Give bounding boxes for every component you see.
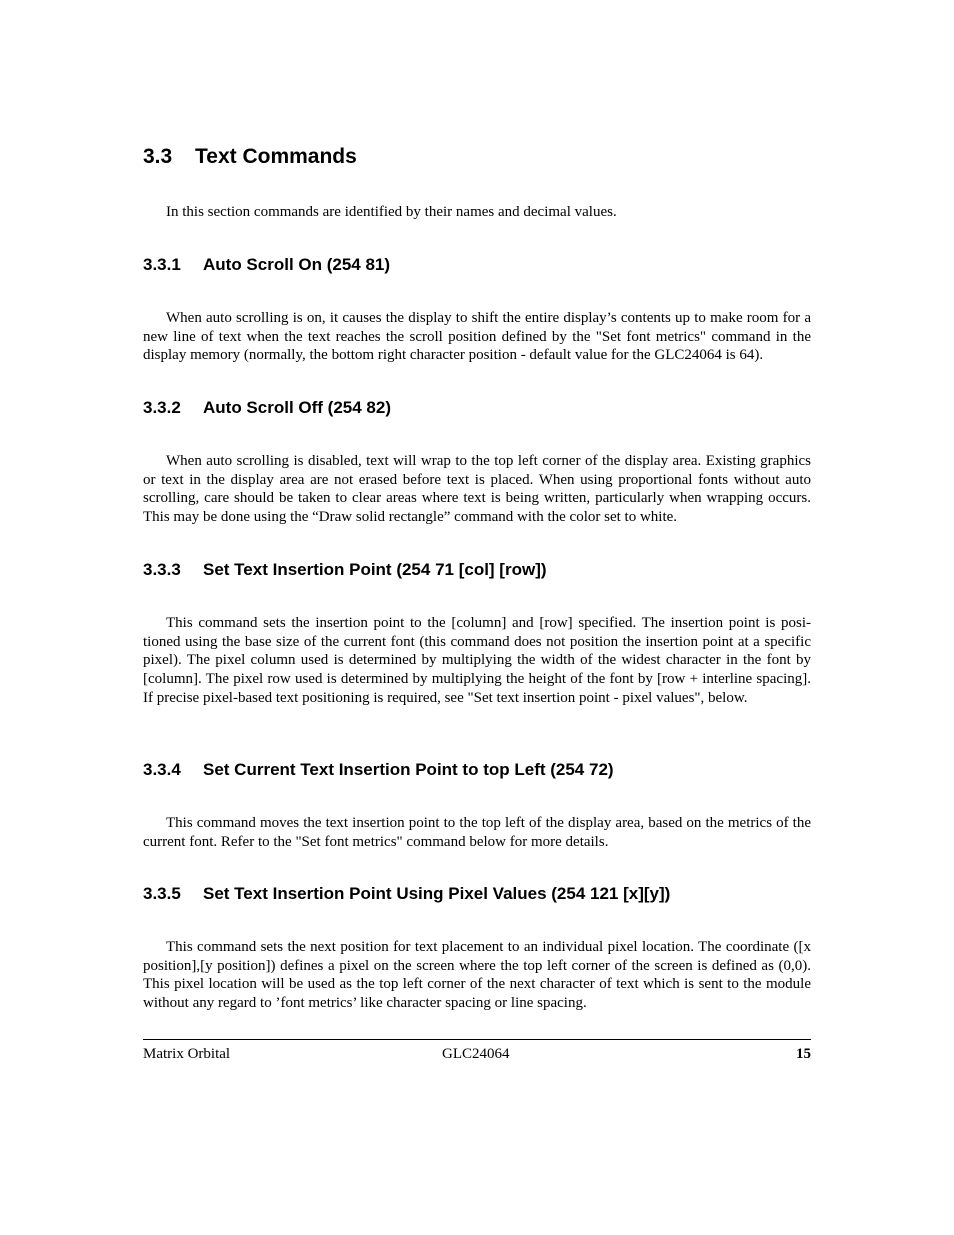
footer-divider <box>143 1039 811 1040</box>
subsection-title: Auto Scroll On (254 81) <box>203 255 391 274</box>
footer-model: GLC24064 <box>442 1046 510 1062</box>
subsection-heading-3-3-1 <box>143 255 390 275</box>
subsection-paragraph-3-3-3: This command sets the insertion point to the [column] and [row] specified. The insertion point is positioned using the base size of the current font (this command does not position the insertion point at a specific pixel). The pixel column used is determined by multiplying the width of the widest character in the font by [column]. The pixel row used is determined by multiplying the height of the font by [row + interline spacing]. If precise pixel-based text positioning is required, see "Set text insertion point - pixel values", below. <box>143 615 811 706</box>
subsection-number: 3.3.1 <box>143 255 181 274</box>
subsection-title: Auto Scroll Off (254 82) <box>203 398 391 417</box>
subsection-heading-3-3-5 <box>143 884 670 904</box>
subsection-paragraph-3-3-5: This command sets the next position for text placement to an individual pixel location. The coordinate ([x position],[y position]) defines a pixel on the screen where the top left corner of the screen is defined as (0,0). This pixel location will be used as the top left corner of the next character of text which is sent to the module without any regard to ’font metrics’ like character spacing or line spacing. <box>143 939 811 1012</box>
subsection-heading-3-3-3 <box>143 560 547 580</box>
subsection-paragraph-3-3-2: When auto scrolling is disabled, text will wrap to the top left corner of the display area. Existing graphics or text in the display area are not erased before text is placed. When using proportional fonts without auto scrolling, care should be taken to clear areas where text is being written, particularly when wrapping occurs. This may be done using the “Draw solid rectangle” command with the color set to white. <box>143 453 811 526</box>
section-title: Text Commands <box>195 145 357 168</box>
subsection-title: Set Current Text Insertion Point to top Left (254 72) <box>203 760 614 779</box>
section-number: 3.3 <box>143 145 173 168</box>
footer-company: Matrix Orbital <box>143 1046 231 1062</box>
subsection-paragraph-3-3-4: This command moves the text insertion point to the top left of the display area, based on the metrics of the current font. Refer to the "Set font metrics" command below for more details. <box>143 815 811 850</box>
subsection-paragraph-3-3-1: When auto scrolling is on, it causes the display to shift the entire display’s contents up to make room for a new line of text when the text reaches the scroll position defined by the "Set font metrics" command in the display memory (normally, the bottom right character position - default value for the GLC24064 is 64). <box>143 310 811 364</box>
section-heading <box>143 145 357 169</box>
section-intro-paragraph: In this section commands are identified by their names and decimal values. <box>166 204 617 220</box>
subsection-heading-3-3-2 <box>143 398 391 418</box>
subsection-number: 3.3.5 <box>143 884 181 903</box>
page-number: 15 <box>796 1046 811 1062</box>
subsection-heading-3-3-4 <box>143 760 614 780</box>
subsection-title: Set Text Insertion Point Using Pixel Values (254 121 [x][y]) <box>203 884 671 903</box>
subsection-number: 3.3.3 <box>143 560 181 579</box>
subsection-number: 3.3.2 <box>143 398 181 417</box>
subsection-number: 3.3.4 <box>143 760 181 779</box>
subsection-title: Set Text Insertion Point (254 71 [col] [row]) <box>203 560 547 579</box>
